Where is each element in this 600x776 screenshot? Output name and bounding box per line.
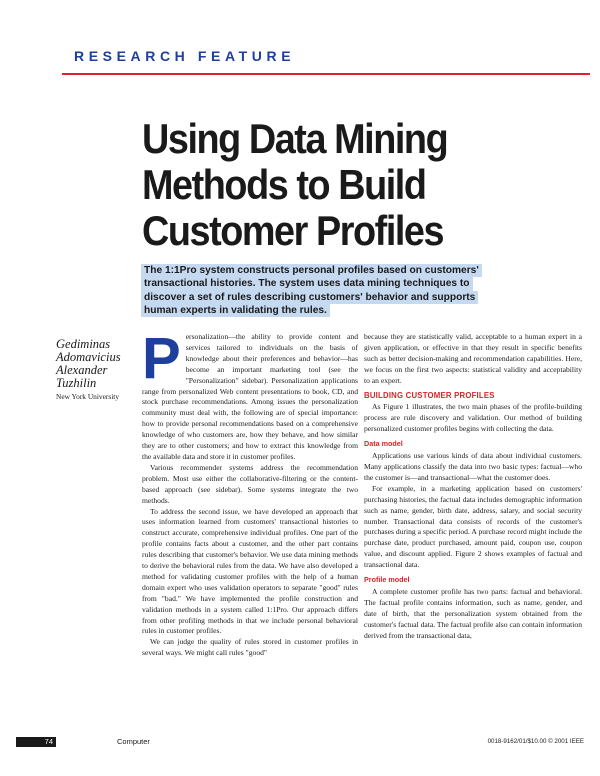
section-heading: BUILDING CUSTOMER PROFILES bbox=[364, 390, 495, 400]
body-column-left bbox=[142, 326, 358, 659]
author-last-name: Adomavicius bbox=[56, 350, 121, 364]
title-line: Customer Profiles bbox=[142, 207, 444, 254]
body-paragraph bbox=[142, 326, 358, 463]
abstract-line: transactional histories. The system uses data mining techniques to bbox=[141, 277, 473, 290]
paragraph-text: ersonalization—the ability to provide content and services tailored to individuals on the basis of knowledge about their preferences and behavior—has become an important marketing tool (see the "Personalization" sidebar). Personalization applications range from personalized Web content presentations to book, CD, and stock purchase recommendations. Among issues the personalization community must deal with, the following are of special importance: how to provide personal recommendations based on a comprehensive knowledge of who customers are, how they behave, and how similar they are to other customers; and how to extract this knowledge from the available data and store it in customer profiles. bbox=[142, 332, 358, 461]
body-paragraph: because they are statistically valid, acceptable to a human expert in a given application, or effective in that they result in specific benefits such as better decision-making and recommendation capabilities. Here, we focus on the first two aspects: statistical validity and acceptability to an expert. bbox=[364, 332, 582, 385]
author-first-name: Gediminas bbox=[56, 337, 111, 351]
abstract-line: The 1:1Pro system constructs personal profiles based on customers' bbox=[141, 264, 482, 277]
author-affiliation: New York University bbox=[56, 392, 120, 401]
body-paragraph: As Figure 1 illustrates, the two main phases of the profile-building process are rule discovery and validation. Our method of building personalized customer profiles begins with collecting the data. bbox=[364, 402, 582, 434]
author-last-name: Tuzhilin bbox=[56, 376, 97, 390]
title-line: Using Data Mining bbox=[142, 115, 448, 162]
copyright: 0018-9162/01/$10.00 © 2001 IEEE bbox=[487, 738, 584, 745]
author-block bbox=[56, 338, 138, 401]
body-column-right bbox=[364, 332, 582, 641]
subsection-heading: Profile model bbox=[364, 575, 410, 585]
page-footer bbox=[16, 737, 584, 747]
drop-cap: P bbox=[142, 326, 181, 391]
subsection-heading: Data model bbox=[364, 439, 403, 449]
article-title bbox=[142, 116, 538, 254]
section-label: RESEARCH FEATURE bbox=[74, 48, 296, 64]
author-first-name: Alexander bbox=[56, 363, 108, 377]
body-paragraph: Various recommender systems address the recommendation problem. Most use either the collaborative-filtering or the content-based approach (see sidebar). Some systems integrate the two methods. bbox=[142, 462, 358, 505]
body-paragraph: Applications use various kinds of data about individual customers. Many applications classify the data into two basic types: factual—who the customer is—and transactional—what the customer does. bbox=[364, 451, 582, 482]
header-rule bbox=[62, 73, 590, 75]
body-paragraph: To address the second issue, we have developed an approach that uses information learned from customers' transactional histories to construct accurate, comprehensive individual profiles. One part of the profile contains facts about a customer, and the other part contains rules describing that customer's behavior. We use data mining methods to derive the behavioral rules from the data. We have also developed a method for validating customer profiles with the help of a human domain expert who uses validation operators to separate "good" rules from "bad." We have implemented the profile construction and validation methods in a system called 1:1Pro. Our approach differs from other profiling methods in that we include personal behavioral rules in customer profiles. bbox=[142, 506, 358, 636]
title-line: Methods to Build bbox=[142, 161, 426, 208]
page-number: 74 bbox=[16, 737, 56, 747]
abstract-line: human experts in validating the rules. bbox=[141, 304, 330, 317]
journal-name: Computer bbox=[117, 737, 150, 746]
body-paragraph: A complete customer profile has two parts: factual and behavioral. The factual profile contains information, such as name, gender, and date of birth, that the personalization system obtained from the customer's factual data. The factual profile also can contain information derived from the transactional data, bbox=[364, 586, 582, 640]
abstract bbox=[141, 264, 547, 317]
body-paragraph: We can judge the quality of rules stored in customer profiles in several ways. We might call rules "good" bbox=[142, 637, 358, 658]
abstract-line: discover a set of rules describing customers' behavior and supports bbox=[141, 291, 478, 304]
body-paragraph: For example, in a marketing application based on customers' purchasing histories, the factual data includes demographic information such as name, gender, birth date, address, salary, and social security number. Transactional data consists of records of the customer's purchases during a specific period. A purchase record might include the purchase date, product purchased, amount paid, coupon use, coupon value, and discount applied. Figure 2 shows examples of factual and transactional data. bbox=[364, 483, 582, 570]
